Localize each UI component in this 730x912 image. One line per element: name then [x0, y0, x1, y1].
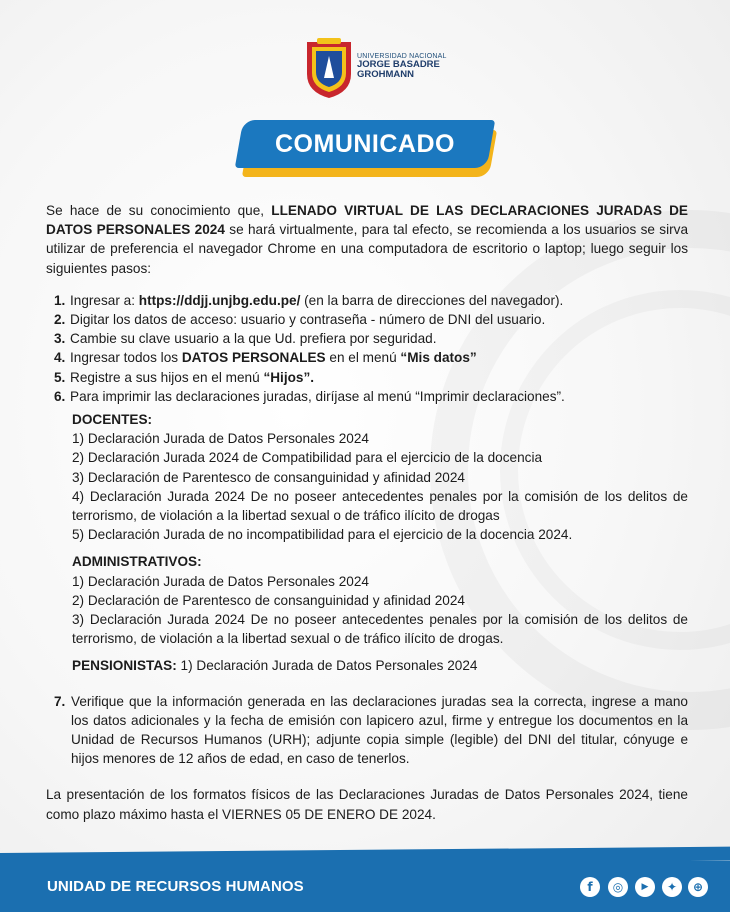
- university-name: [357, 53, 447, 80]
- step-text: Verifique que la información generada en las declaraciones juradas sea la correcta, ingrese a mano los datos adicionales y la fecha de emisión con lapicero azul, firme y entregue los documentos en la Unidad de Recursos Humanos (URH); adjunte copia simple (legible) del DNI del titular, cónyuge e hijos menores de 12 años de edad, en caso de tenerlos.: [71, 693, 688, 767]
- step-text: Para imprimir las declaraciones juradas, diríjase al menú “Imprimir declaraciones”.: [70, 388, 565, 404]
- step-number: 4.: [54, 350, 66, 366]
- step-item: [46, 291, 688, 310]
- intro-paragraph: [46, 201, 688, 278]
- step-item: [46, 368, 688, 387]
- pensionistas-item: 1) Declaración Jurada de Datos Personales 2024: [176, 658, 478, 674]
- step-number: 1.: [54, 292, 66, 308]
- university-line3: GROHMANN: [357, 69, 414, 81]
- footer-title: UNIDAD DE RECURSOS HUMANOS: [47, 878, 304, 895]
- facebook-icon[interactable]: f: [580, 877, 600, 897]
- administrativos-heading: ADMINISTRATIVOS:: [72, 554, 202, 570]
- intro-text-2: se hará virtualmente, para tal efecto, se recomienda a los usuarios se sirva utilizar de preferencia el navegador Chrome en una computadora de escritorio o laptop; luego seguir los siguientes pasos:: [46, 222, 689, 276]
- step-text: (en la barra de direcciones del navegador).: [300, 292, 564, 308]
- step-text: Cambie su clave usuario a la que Ud. prefiera por seguridad.: [70, 331, 437, 347]
- step-number: 2.: [54, 312, 66, 328]
- step-text: en el menú: [325, 350, 401, 366]
- banner-title: COMUNICADO: [275, 130, 455, 158]
- intro-text-1: Se hace de su conocimiento que,: [46, 203, 272, 218]
- step-number: 7.: [54, 693, 66, 709]
- step-bold: “Mis datos”: [400, 350, 477, 366]
- step-item: [46, 329, 688, 348]
- steps-list: [46, 291, 688, 406]
- step-item: [46, 692, 688, 769]
- step-number: 5.: [54, 369, 66, 385]
- step-item: [46, 310, 688, 329]
- notice-body: [46, 201, 688, 824]
- step-link[interactable]: https://ddjj.unjbg.edu.pe/: [138, 292, 301, 308]
- docentes-item: 1) Declaración Jurada de Datos Personales 2024: [72, 431, 369, 447]
- closing-paragraph: La presentación de los formatos físicos de las Declaraciones Juradas de Datos Personales 2024, tiene como plazo máximo hasta el VIERNES 05 DE ENERO DE 2024.: [46, 787, 688, 822]
- university-line2: JORGE BASADRE: [357, 59, 440, 71]
- steps-list-continued: [46, 692, 688, 769]
- step-text: Registre a sus hijos en el menú: [70, 369, 264, 385]
- step-text: Digitar los datos de acceso: usuario y contraseña - número de DNI del usuario.: [70, 312, 546, 328]
- docentes-heading: DOCENTES:: [72, 412, 153, 428]
- pensionistas-heading: PENSIONISTAS:: [72, 658, 177, 674]
- step-number: 3.: [54, 331, 66, 347]
- step-text: Ingresar todos los: [70, 350, 182, 366]
- youtube-icon[interactable]: ▶: [635, 877, 655, 897]
- web-icon[interactable]: ⊕: [688, 877, 708, 897]
- step-text: Ingresar a:: [70, 292, 139, 308]
- twitter-icon[interactable]: ✦: [662, 877, 682, 897]
- administrativos-item: 3) Declaración Jurada 2024 De no poseer antecedentes penales por la comisión de los delitos de terrorismo, de violación a la libertad sexual o de tráfico ilícito de drogas.: [72, 612, 688, 647]
- university-line1: UNIVERSIDAD NACIONAL: [357, 53, 447, 60]
- docentes-item: 3) Declaración de Parentesco de consanguinidad y afinidad 2024: [72, 469, 465, 485]
- step-bold: DATOS PERSONALES: [181, 350, 326, 366]
- intro-bold: LLENADO VIRTUAL DE LAS DECLARACIONES JURADAS DE DATOS PERSONALES 2024: [46, 203, 688, 238]
- step-bold: “Hijos”.: [263, 369, 315, 385]
- docentes-item: 4) Declaración Jurada 2024 De no poseer antecedentes penales por la comisión de los delitos de terrorismo, de violación a la libertad sexual o de tráfico ilícito de drogas: [72, 488, 688, 524]
- step-number: 6.: [54, 388, 66, 404]
- docentes-item: 5) Declaración Jurada de no incompatibilidad para el ejercicio de la docencia 2024.: [72, 527, 573, 543]
- step-item: [46, 387, 688, 406]
- pensionistas-section: [72, 656, 688, 675]
- instagram-icon[interactable]: ◎: [608, 877, 628, 897]
- administrativos-item: 1) Declaración Jurada de Datos Personales 2024: [72, 573, 369, 589]
- university-logo-icon: [303, 38, 355, 100]
- step-item: [46, 348, 688, 367]
- administrativos-section: [72, 552, 688, 648]
- docentes-section: [72, 410, 688, 544]
- docentes-item: 2) Declaración Jurada 2024 de Compatibilidad para el ejercicio de la docencia: [72, 450, 543, 466]
- administrativos-item: 2) Declaración de Parentesco de consanguinidad y afinidad 2024: [72, 592, 465, 608]
